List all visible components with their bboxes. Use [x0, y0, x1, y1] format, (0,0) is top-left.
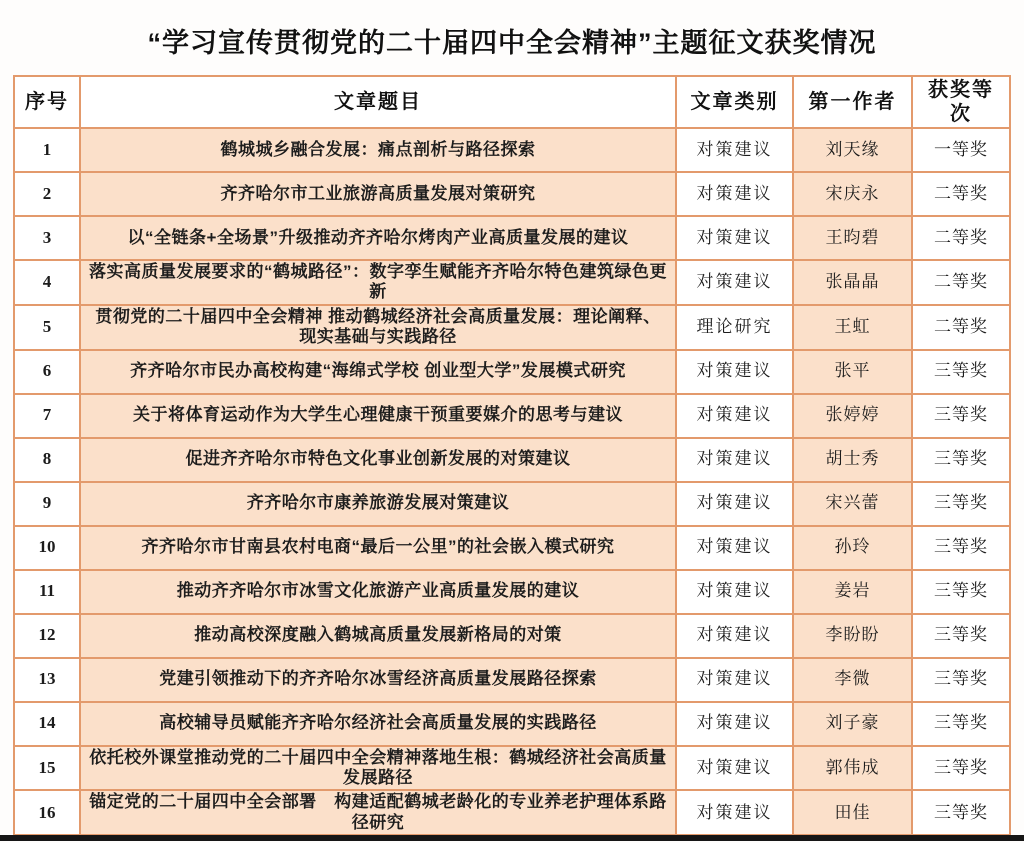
header-first-author: 第一作者 — [793, 76, 912, 128]
row-number: 6 — [14, 350, 80, 394]
header-serial-number: 序号 — [14, 76, 80, 128]
table-row — [14, 746, 1010, 791]
first-author: 刘天缘 — [793, 128, 912, 172]
article-category: 对策建议 — [676, 658, 793, 702]
row-number: 4 — [14, 260, 80, 305]
first-author: 孙玲 — [793, 526, 912, 570]
article-title: 推动齐齐哈尔市冰雪文化旅游产业高质量发展的建议 — [80, 570, 676, 614]
article-title: 齐齐哈尔市工业旅游高质量发展对策研究 — [80, 172, 676, 216]
row-number: 8 — [14, 438, 80, 482]
table-row — [14, 570, 1010, 614]
row-number: 16 — [14, 790, 80, 835]
header-award-level: 获奖等次 — [912, 76, 1010, 128]
article-category: 对策建议 — [676, 128, 793, 172]
award-table — [13, 75, 1011, 836]
table-row — [14, 482, 1010, 526]
article-category: 对策建议 — [676, 216, 793, 260]
award-level: 三等奖 — [912, 614, 1010, 658]
row-number: 14 — [14, 702, 80, 746]
award-level: 三等奖 — [912, 482, 1010, 526]
award-level: 三等奖 — [912, 702, 1010, 746]
table-row — [14, 305, 1010, 350]
award-level: 一等奖 — [912, 128, 1010, 172]
article-category: 对策建议 — [676, 394, 793, 438]
article-category: 对策建议 — [676, 702, 793, 746]
table-row — [14, 394, 1010, 438]
article-title: 齐齐哈尔市康养旅游发展对策建议 — [80, 482, 676, 526]
article-category: 对策建议 — [676, 260, 793, 305]
table-row — [14, 658, 1010, 702]
first-author: 李盼盼 — [793, 614, 912, 658]
table-row — [14, 702, 1010, 746]
row-number: 7 — [14, 394, 80, 438]
table-row — [14, 790, 1010, 835]
bottom-edge-bar — [0, 835, 1024, 841]
table-row — [14, 172, 1010, 216]
header-article-category: 文章类别 — [676, 76, 793, 128]
first-author: 宋庆永 — [793, 172, 912, 216]
row-number: 10 — [14, 526, 80, 570]
table-row — [14, 350, 1010, 394]
article-title: 以“全链条+全场景”升级推动齐齐哈尔烤肉产业高质量发展的建议 — [80, 216, 676, 260]
table-row — [14, 526, 1010, 570]
award-level: 二等奖 — [912, 172, 1010, 216]
article-title: 落实高质量发展要求的“鹤城路径”：数字孪生赋能齐齐哈尔特色建筑绿色更新 — [80, 260, 676, 305]
article-title: 关于将体育运动作为大学生心理健康干预重要媒介的思考与建议 — [80, 394, 676, 438]
row-number: 2 — [14, 172, 80, 216]
first-author: 田佳 — [793, 790, 912, 835]
row-number: 1 — [14, 128, 80, 172]
award-level: 三等奖 — [912, 438, 1010, 482]
first-author: 王昀碧 — [793, 216, 912, 260]
table-row — [14, 614, 1010, 658]
award-level: 二等奖 — [912, 260, 1010, 305]
first-author: 李微 — [793, 658, 912, 702]
row-number: 13 — [14, 658, 80, 702]
table-row — [14, 216, 1010, 260]
article-category: 对策建议 — [676, 172, 793, 216]
table-header-row — [14, 76, 1010, 128]
award-level: 三等奖 — [912, 350, 1010, 394]
award-level: 三等奖 — [912, 790, 1010, 835]
award-level: 二等奖 — [912, 216, 1010, 260]
first-author: 姜岩 — [793, 570, 912, 614]
article-category: 对策建议 — [676, 482, 793, 526]
page-title: “学习宣传贯彻党的二十届四中全会精神”主题征文获奖情况 — [147, 28, 877, 58]
article-title: 促进齐齐哈尔市特色文化事业创新发展的对策建议 — [80, 438, 676, 482]
award-level: 三等奖 — [912, 658, 1010, 702]
table-row — [14, 438, 1010, 482]
article-category: 对策建议 — [676, 350, 793, 394]
article-title: 贯彻党的二十届四中全会精神 推动鹤城经济社会高质量发展：理论阐释、现实基础与实践路径 — [80, 305, 676, 350]
first-author: 郭伟成 — [793, 746, 912, 791]
row-number: 5 — [14, 305, 80, 350]
article-title: 党建引领推动下的齐齐哈尔冰雪经济高质量发展路径探索 — [80, 658, 676, 702]
row-number: 15 — [14, 746, 80, 791]
article-title: 齐齐哈尔市民办高校构建“海绵式学校 创业型大学”发展模式研究 — [80, 350, 676, 394]
row-number: 12 — [14, 614, 80, 658]
header-article-title: 文章题目 — [80, 76, 676, 128]
row-number: 11 — [14, 570, 80, 614]
table-row — [14, 260, 1010, 305]
article-category: 对策建议 — [676, 614, 793, 658]
article-title: 依托校外课堂推动党的二十届四中全会精神落地生根：鹤城经济社会高质量发展路径 — [80, 746, 676, 791]
first-author: 宋兴蕾 — [793, 482, 912, 526]
article-title: 鹤城城乡融合发展：痛点剖析与路径探索 — [80, 128, 676, 172]
first-author: 胡士秀 — [793, 438, 912, 482]
row-number: 9 — [14, 482, 80, 526]
award-level: 三等奖 — [912, 526, 1010, 570]
table-row — [14, 128, 1010, 172]
article-category: 对策建议 — [676, 526, 793, 570]
article-category: 对策建议 — [676, 746, 793, 791]
article-category: 对策建议 — [676, 570, 793, 614]
article-title: 锚定党的二十届四中全会部署 构建适配鹤城老龄化的专业养老护理体系路径研究 — [80, 790, 676, 835]
first-author: 王虹 — [793, 305, 912, 350]
first-author: 张晶晶 — [793, 260, 912, 305]
award-level: 三等奖 — [912, 394, 1010, 438]
award-level: 三等奖 — [912, 570, 1010, 614]
award-level: 三等奖 — [912, 746, 1010, 791]
article-category: 对策建议 — [676, 790, 793, 835]
article-title: 齐齐哈尔市甘南县农村电商“最后一公里”的社会嵌入模式研究 — [80, 526, 676, 570]
article-title: 推动高校深度融入鹤城高质量发展新格局的对策 — [80, 614, 676, 658]
article-category: 理论研究 — [676, 305, 793, 350]
row-number: 3 — [14, 216, 80, 260]
first-author: 张婷婷 — [793, 394, 912, 438]
article-title: 高校辅导员赋能齐齐哈尔经济社会高质量发展的实践路径 — [80, 702, 676, 746]
first-author: 刘子豪 — [793, 702, 912, 746]
article-category: 对策建议 — [676, 438, 793, 482]
first-author: 张平 — [793, 350, 912, 394]
award-level: 二等奖 — [912, 305, 1010, 350]
